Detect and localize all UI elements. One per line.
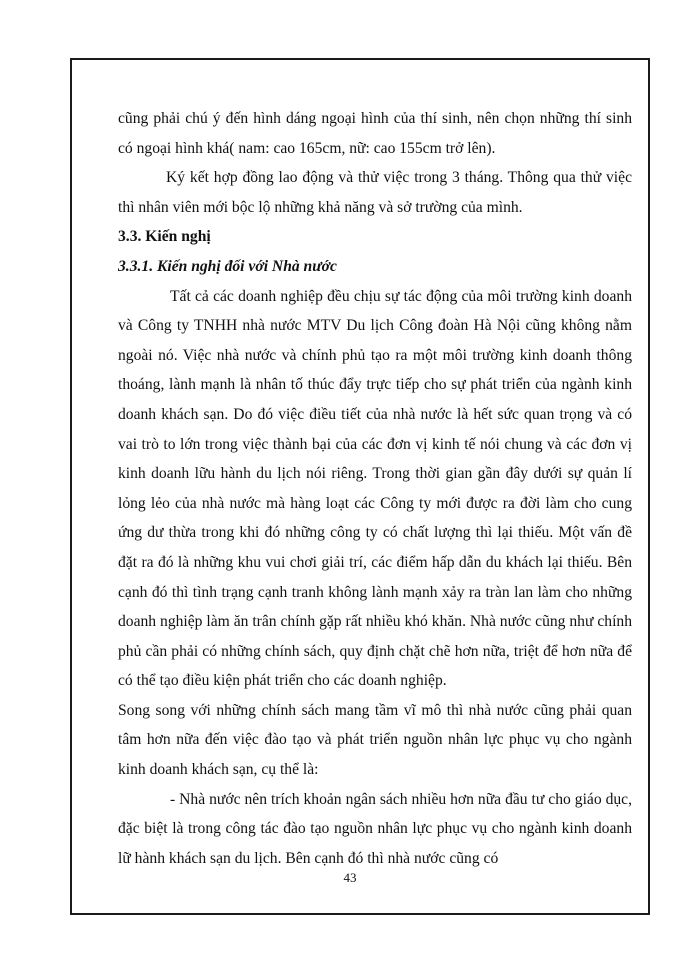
- section-heading: 3.3. Kiến nghị: [118, 228, 211, 246]
- subsection-heading: 3.3.1. Kiến nghị đối với Nhà nước: [118, 257, 337, 275]
- paragraph-budget-recommendation: - Nhà nước nên trích khoản ngân sách nhiều hơn nữa đầu tư cho giáo dục, đặc biệt là trong công tác đào tạo nguồn nhân lực phục vụ cho ngành kinh doanh lữ hành khách sạn du lịch. Bên cạnh đó thì nhà nước cũng có: [118, 790, 632, 867]
- page-border-top: [70, 58, 650, 60]
- document-body: [118, 104, 632, 873]
- paragraph-human-resources: Song song với những chính sách mang tầm vĩ mô thì nhà nước cũng phải quan tâm hơn nữa đến việc đào tạo và phát triển nguồn nhân lực phục vụ cho ngành kinh doanh khách sạn, cụ thể là:: [118, 701, 632, 779]
- paragraph-labor-contract: Ký kết hợp đồng lao động và thử việc trong 3 tháng. Thông qua thử việc thì nhân viên mới bộc lộ những khả năng và sở trường của mình.: [118, 169, 632, 216]
- paragraph-appearance-requirements: cũng phải chú ý đến hình dáng ngoại hình của thí sinh, nên chọn những thí sinh có ngoại hình khá( nam: cao 165cm, nữ: cao 155cm trở lên).: [118, 110, 632, 157]
- page-border-left: [70, 58, 72, 915]
- paragraph-state-role: Tất cả các doanh nghiệp đều chịu sự tác động của môi trường kinh doanh và Công ty TNHH nhà nước MTV Du lịch Công đoàn Hà Nội cũng không nằm ngoài nó. Việc nhà nước và chính phủ tạo ra một môi trường kinh doanh thông thoáng, lành mạnh là nhân tố thúc đẩy trực tiếp cho sự phát triển của ngành kinh doanh khách sạn. Do đó việc điều tiết của nhà nước là hết sức quan trọng và có vai trò to lớn trong việc thành bại của các đơn vị kinh tế nói chung và các đơn vị kinh doanh lữu hành du lịch nói riêng. Trong thời gian gần đây dưới sự quản lí lỏng lẻo của nhà nước mà hàng loạt các Công ty mới được ra đời làm cho cung ứng dư thừa trong khi đó những công ty có chất lượng thì lại thiếu. Một vấn đề đặt ra đó là những khu vui chơi giải trí, các điểm hấp dẫn du khách lại thiếu. Bên cạnh đó thì tình trạng cạnh tranh không lành mạnh xảy ra tràn lan làm cho những doanh nghiệp làm ăn trân chính gặp rất nhiều khó khăn. Nhà nước cũng như chính phủ cần phải có những chính sách, quy định chặt chẽ hơn nữa, triệt để hơn nữa để có thể tạo điều kiện phát triển cho các doanh nghiệp.: [118, 287, 632, 690]
- page-border-bottom: [70, 913, 650, 915]
- page-number: 43: [343, 870, 357, 885]
- page-border-right: [648, 58, 650, 915]
